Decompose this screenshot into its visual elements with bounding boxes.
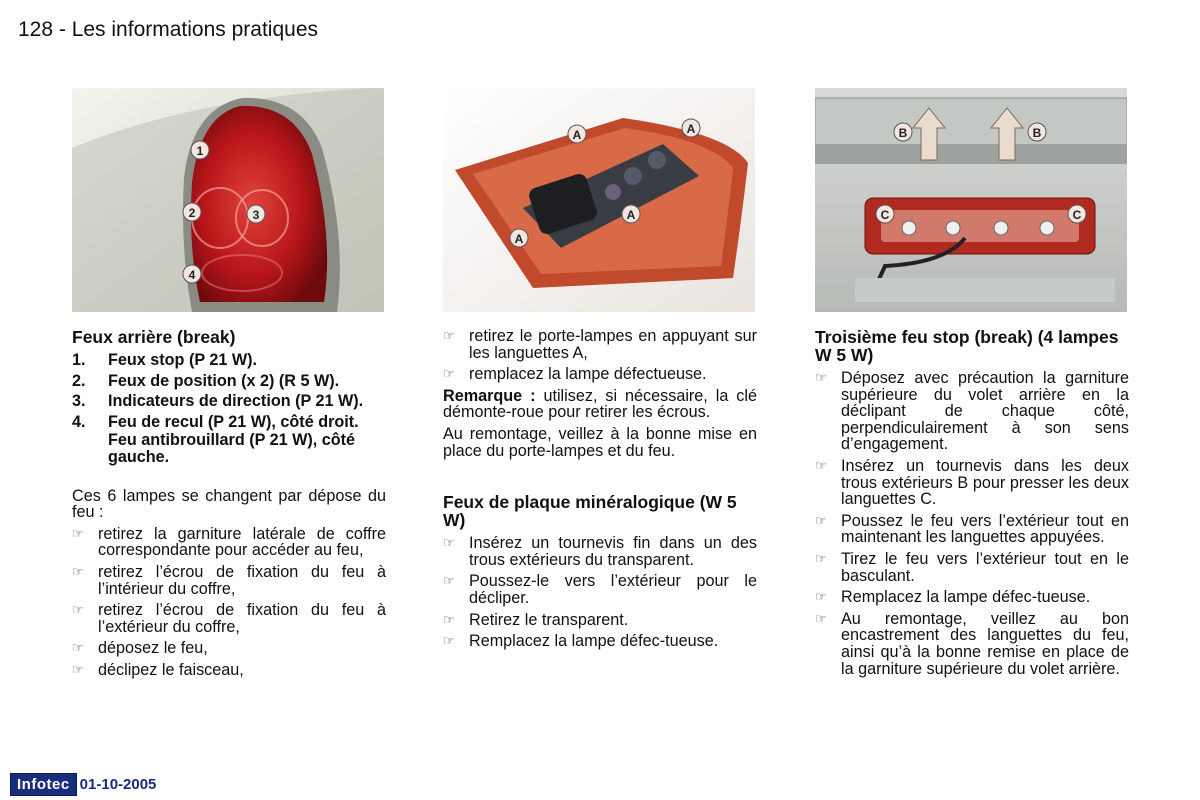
pointing-hand-icon: ☞ [443, 535, 455, 551]
list-item: ☞ Déposez avec précaution la garniture supérieure du volet arrière en la déclipant de chaque côté, perpendiculairement à son sens d’engagement. [815, 369, 1129, 454]
pointing-hand-icon: ☞ [815, 457, 827, 473]
pointing-hand-icon: ☞ [72, 640, 84, 656]
pointing-hand-icon: ☞ [815, 550, 827, 566]
list-item: ☞ déposez le feu, [72, 639, 208, 658]
pointing-hand-icon: ☞ [72, 525, 84, 541]
list-item: ☞ retirez le porte-lampes en appuyant sur les languettes A, [443, 327, 757, 362]
pointing-hand-icon: ☞ [72, 602, 84, 618]
list-item: ☞ remplacez la lampe défectueuse. [443, 365, 707, 384]
callout-1 [191, 141, 209, 159]
footer [10, 773, 156, 795]
svg-text:C: C [880, 208, 890, 222]
steps-list [443, 535, 757, 650]
remark-paragraph: Remarque : utilisez, si nécessaire, la clé démonte-roue pour retirer les écrous. [443, 386, 757, 422]
pointing-hand-icon: ☞ [443, 611, 455, 627]
callout-a-3 [622, 205, 640, 223]
callout-a-1 [568, 125, 586, 143]
section-heading-plate-lights: Feux de plaque minéralogique (W 5 W) [443, 492, 737, 531]
rear-lamp-illustration [72, 88, 384, 312]
callout-2 [183, 203, 201, 221]
svg-text:A: A [514, 232, 524, 246]
svg-text:3: 3 [252, 208, 260, 222]
page-title: 128 - Les informations pratiques [18, 18, 318, 41]
column-rear-lights [72, 328, 386, 684]
list-item: ☞ déclipez le faisceau, [72, 660, 244, 679]
reassembly-paragraph: Au remontage, veillez à la bonne mise en place du porte-lampes et du feu. [443, 424, 757, 460]
callout-b-left [894, 123, 912, 141]
third-brake-light-illustration [815, 88, 1127, 312]
svg-text:C: C [1072, 208, 1082, 222]
callout-c-left [876, 205, 894, 223]
svg-text:A: A [686, 122, 696, 136]
list-item: ☞ retirez la garniture latérale de coffre correspondante pour accéder au feu, [72, 524, 386, 560]
intro-paragraph: Ces 6 lampes se changent par dépose du feu : [72, 486, 386, 522]
pointing-hand-icon: ☞ [815, 512, 827, 528]
list-item: ☞ Insérez un tournevis fin dans un des trous extérieurs du transparent. [443, 534, 757, 569]
callout-c-right [1068, 205, 1086, 223]
list-item: 1. Feux stop (P 21 W). [72, 351, 258, 369]
list-item: ☞ retirez l’écrou de fixation du feu à l’extérieur du coffre, [72, 601, 386, 636]
column-third-brake-light [815, 328, 1129, 682]
pointing-hand-icon: ☞ [443, 573, 455, 589]
list-item: ☞ Tirez le feu vers l’extérieur tout en le basculant. [815, 549, 1129, 585]
callout-b-right [1028, 123, 1046, 141]
pointing-hand-icon: ☞ [443, 328, 455, 343]
callout-3 [247, 205, 265, 223]
pointing-hand-icon: ☞ [72, 563, 84, 579]
list-item: ☞ Retirez le transparent. [443, 610, 629, 629]
infotec-logo: Infotec [10, 773, 77, 796]
list-item: ☞ Remplacez la lampe défec-tueuse. [443, 632, 719, 651]
svg-text:2: 2 [188, 206, 196, 220]
pointing-hand-icon: ☞ [72, 661, 84, 677]
callout-a-4 [510, 229, 528, 247]
pointing-hand-icon: ☞ [815, 370, 827, 385]
svg-text:A: A [572, 128, 582, 142]
remark-label: Remarque : [443, 386, 536, 405]
list-item-sub: Feu antibrouillard (P 21 W), côté gauche. [108, 431, 356, 466]
pointing-hand-icon: ☞ [815, 610, 827, 626]
pointing-hand-icon: ☞ [815, 589, 827, 605]
svg-text:B: B [1032, 126, 1042, 140]
list-item: ☞ Poussez le feu vers l’extérieur tout en maintenant les languettes appuyées. [815, 511, 1129, 547]
svg-text:1: 1 [196, 144, 204, 158]
section-heading-third-brake-light: Troisième feu stop (break) (4 lampes W 5 W) [815, 327, 1119, 365]
pointing-hand-icon: ☞ [443, 366, 455, 382]
lamp-list [72, 352, 386, 466]
list-item: 4. Feu de recul (P 21 W), côté droit. Feu antibrouillard (P 21 W), côté gauche. [72, 414, 386, 466]
callout-4 [183, 265, 201, 283]
svg-text:4: 4 [188, 268, 196, 282]
steps-list [72, 526, 386, 679]
lamp-holder-illustration [443, 88, 755, 312]
callout-a-2 [682, 119, 700, 137]
pointing-hand-icon: ☞ [443, 633, 455, 649]
svg-text:A: A [626, 208, 636, 222]
svg-text:B: B [898, 126, 908, 140]
list-item: 2. Feux de position (x 2) (R 5 W). [72, 371, 340, 390]
list-item: ☞ Remplacez la lampe défec-tueuse. [815, 588, 1091, 607]
section-heading-rear-lights: Feux arrière (break) [72, 327, 236, 347]
list-item: ☞ Au remontage, veillez au bon encastrement des languettes du feu, ainsi qu’à la bonne remise en place de la garniture supérieure du volet arrière. [815, 609, 1129, 678]
steps-list [443, 328, 757, 383]
steps-list [815, 370, 1129, 677]
list-item: 3. Indicateurs de direction (P 21 W). [72, 392, 364, 411]
footer-date: 01-10-2005 [79, 775, 157, 793]
list-item: ☞ Poussez-le vers l’extérieur pour le décliper. [443, 572, 757, 607]
list-item: ☞ Insérez un tournevis dans les deux trous extérieurs B pour presser les deux languettes C. [815, 456, 1129, 509]
list-item: ☞ retirez l’écrou de fixation du feu à l’intérieur du coffre, [72, 562, 386, 598]
column-lamp-holder [443, 328, 757, 655]
